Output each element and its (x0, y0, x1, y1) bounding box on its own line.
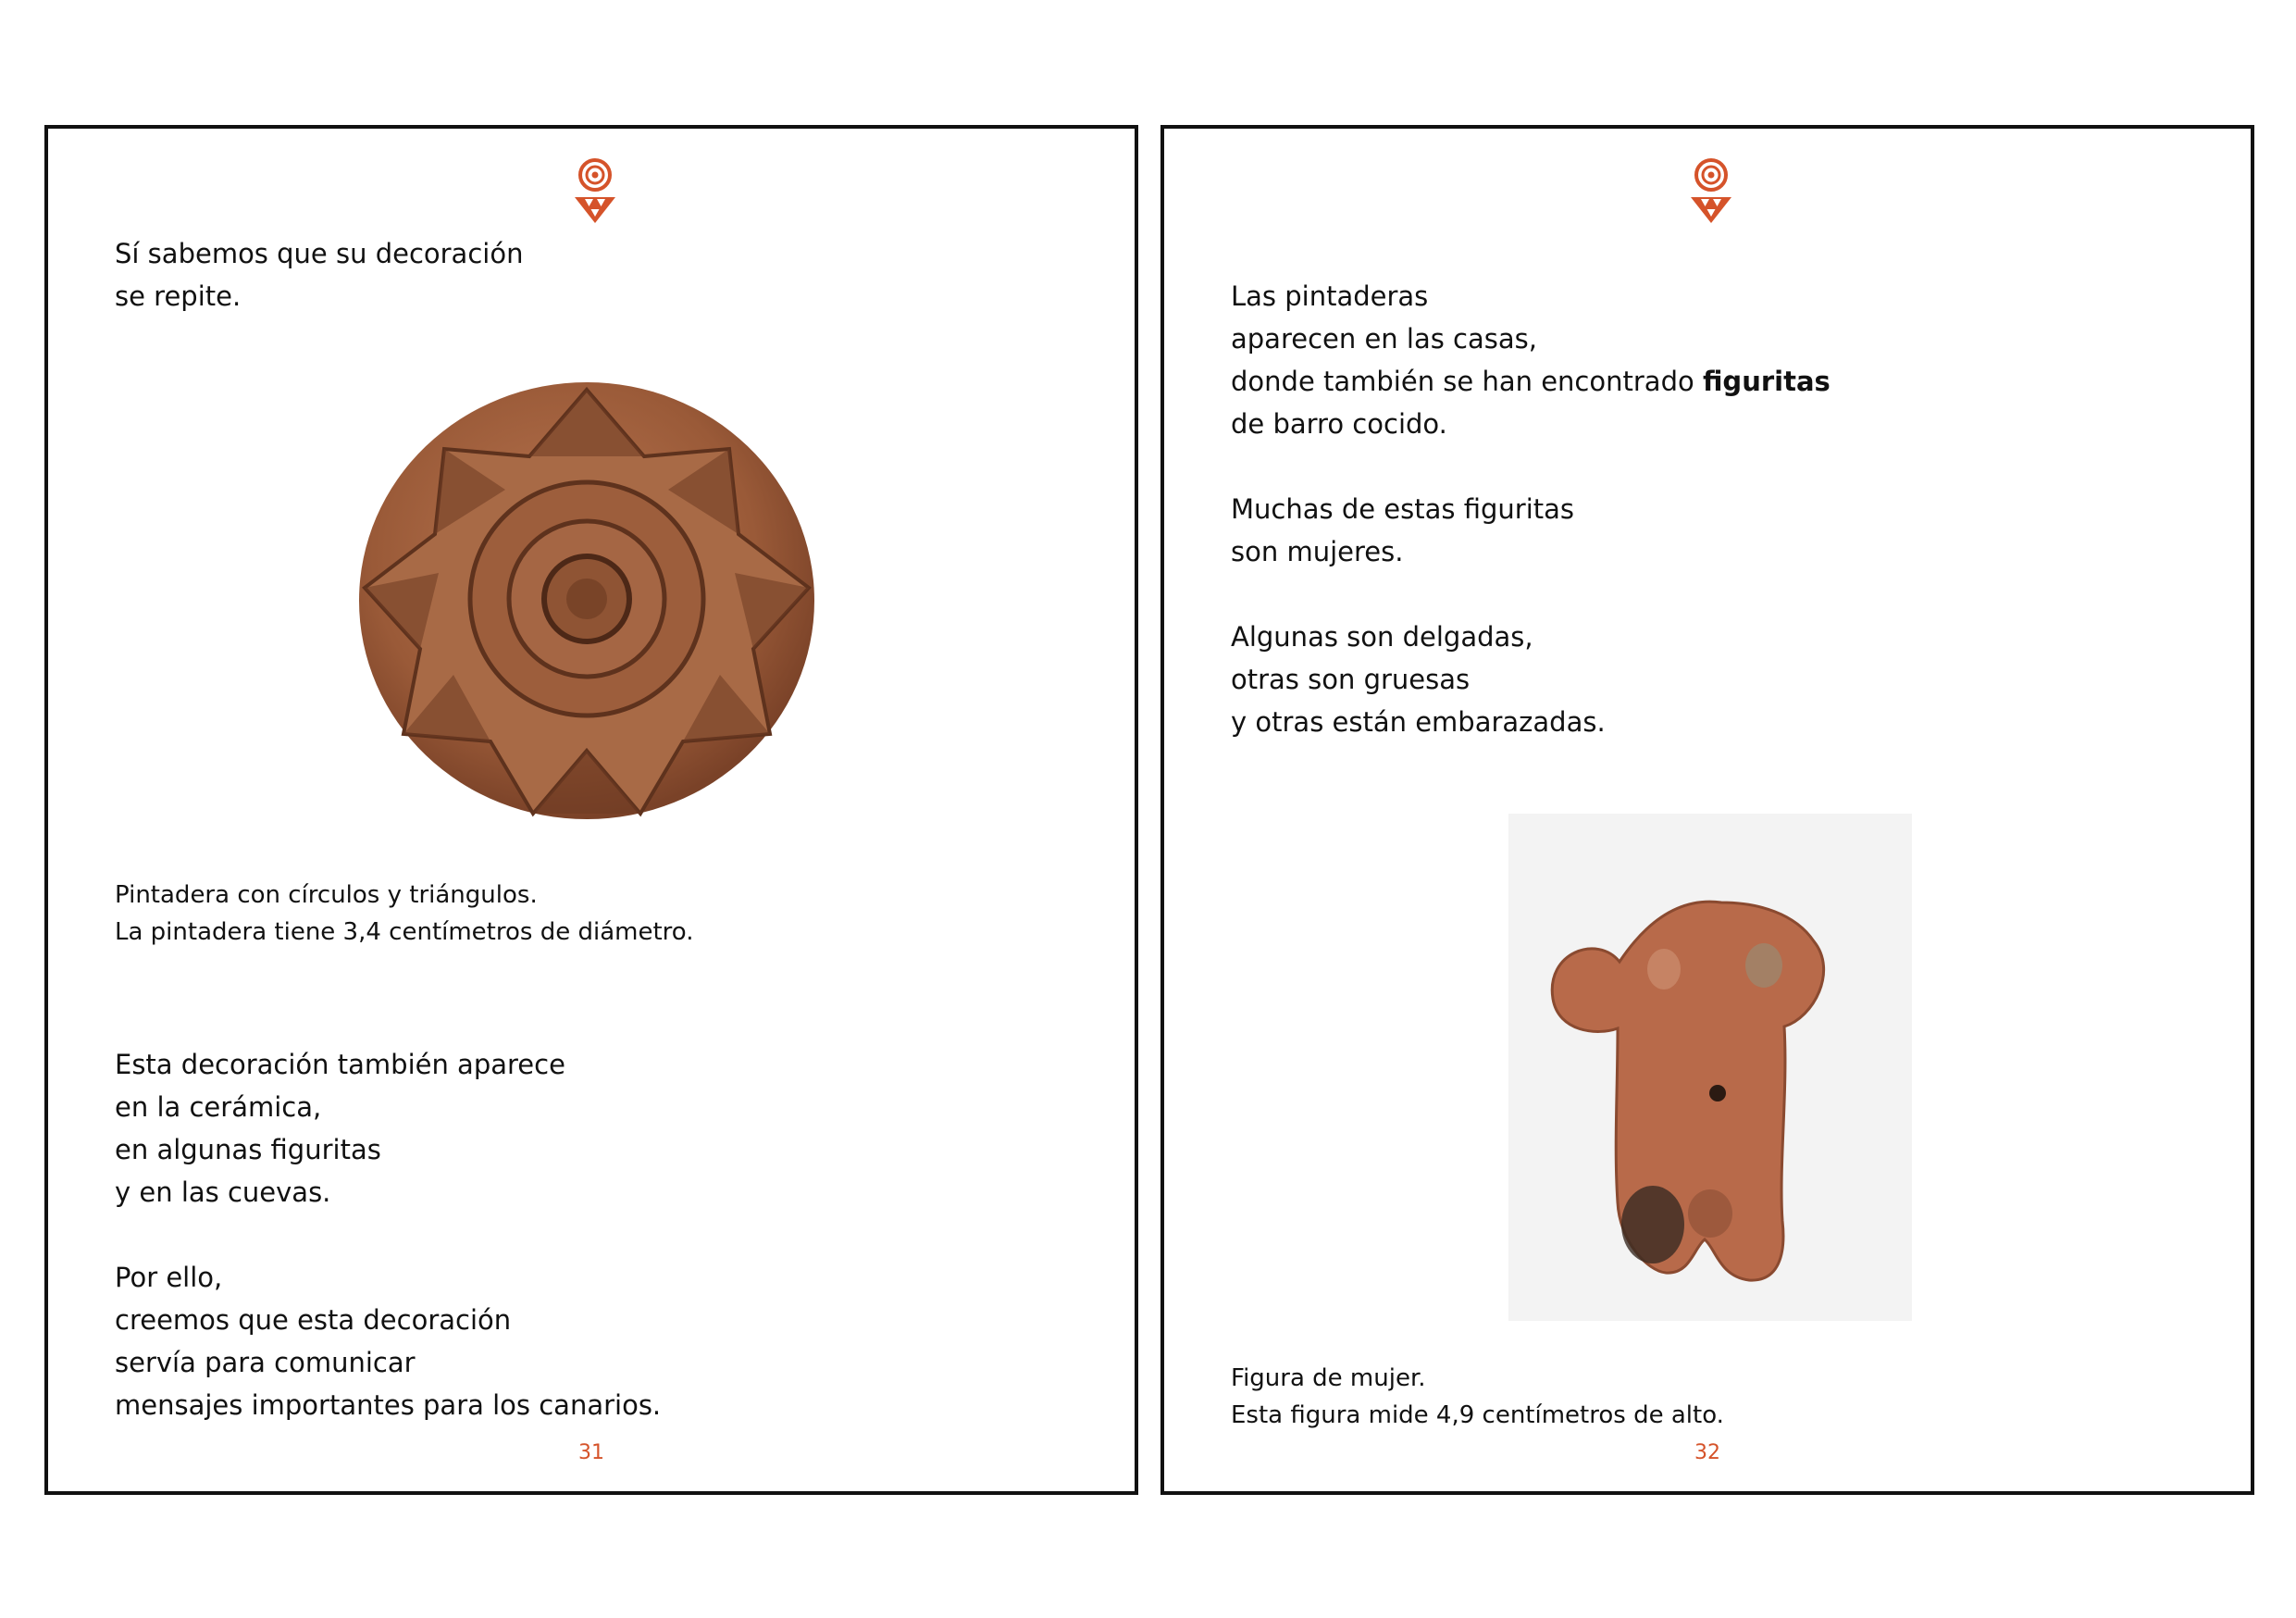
intro-text: Sí sabemos que su decoración se repite. (115, 238, 524, 312)
pintadera-seal-photo (355, 379, 818, 823)
spiral-triangles-logo-icon (573, 158, 617, 225)
figuritas-keyword: figuritas (1702, 366, 1831, 397)
closing-paragraph: Por ello, creemos que esta decoración servía para comunicar mensajes importantes para los canarios. (115, 1262, 662, 1421)
decoration-paragraph: Esta decoración también aparece en la cerámica, en algunas figuritas y en las cuevas. (115, 1049, 565, 1208)
body-types-paragraph: Algunas son delgadas, otras son gruesas y otras están embarazadas. (1231, 621, 1606, 738)
page-number: 32 (1694, 1441, 1720, 1464)
page-32 (1160, 125, 2254, 1495)
page-31 (44, 125, 1138, 1495)
female-figurine-photo (1508, 814, 1912, 1321)
pintaderas-paragraph: Las pintaderas aparecen en las casas, donde también se han encontrado figuritas de barro cocido. (1231, 280, 1831, 440)
pintadera-caption: Pintadera con círculos y triángulos. La pintadera tiene 3,4 centímetros de diámetro. (115, 881, 694, 946)
spiral-triangles-logo-icon (1689, 158, 1733, 225)
page-number: 31 (578, 1441, 604, 1464)
figurine-caption: Figura de mujer. Esta figura mide 4,9 centímetros de alto. (1231, 1364, 1724, 1429)
figuritas-paragraph: Muchas de estas figuritas son mujeres. (1231, 493, 1574, 567)
